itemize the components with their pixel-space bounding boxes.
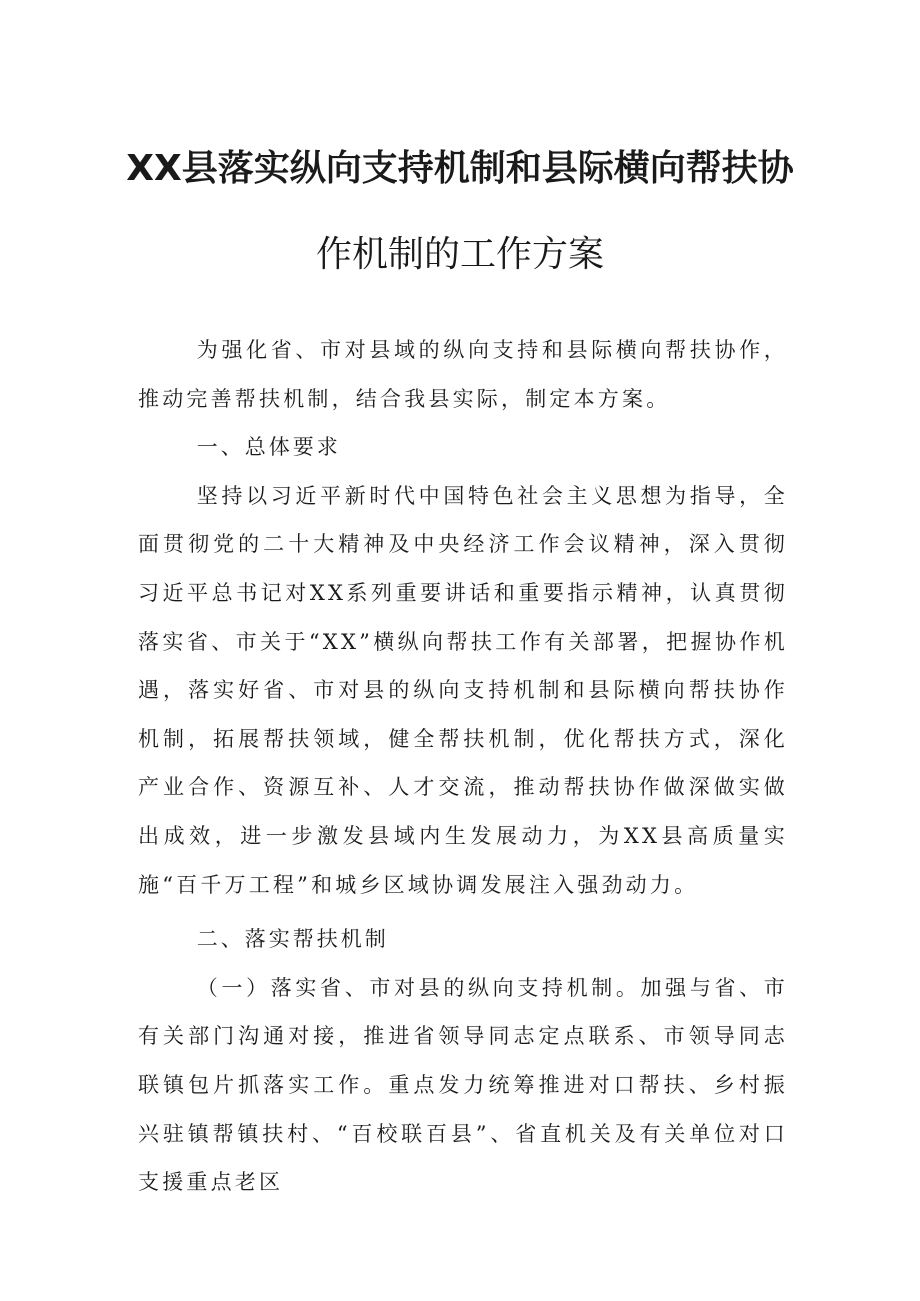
document-title-line-2: 作机制的工作方案: [315, 234, 604, 275]
document-title-line-1: XX县落实纵向支持机制和县际横向帮扶协: [126, 148, 794, 189]
document-body: [138, 326, 788, 1207]
section-2-item-1-paragraph: （一）落实省、市对县的纵向支持机制。加强与省、市有关部门沟通对接，推进省领导同志定点联系、市领导同志联镇包片抓落实工作。重点发力统筹推进对口帮扶、乡村振兴驻镇帮镇扶村、“百校联百县”、省直机关及有关单位对口支援重点老区: [138, 975, 788, 1195]
intro-paragraph: 为强化省、市对县域的纵向支持和县际横向帮扶协作，推动完善帮扶机制，结合我县实际，制定本方案。: [138, 338, 788, 411]
section-1-paragraph: 坚持以习近平新时代中国特色社会主义思想为指导，全面贯彻党的二十大精神及中央经济工作会议精神，深入贯彻习近平总书记对XX系列重要讲话和重要指示精神，认真贯彻落实省、市关于“XX”横纵向帮扶工作有关部署，把握协作机遇，落实好省、市对县的纵向支持机制和县际横向帮扶协作机制，拓展帮扶领域，健全帮扶机制，优化帮扶方式，深化产业合作、资源互补、人才交流，推动帮扶协作做深做实做出成效，进一步激发县域内生发展动力，为XX县高质量实施“百千万工程”和城乡区域协调发展注入强劲动力。: [138, 483, 788, 897]
section-1-heading: 一、总体要求: [196, 435, 341, 460]
section-2-heading: 二、落实帮扶机制: [196, 927, 389, 952]
